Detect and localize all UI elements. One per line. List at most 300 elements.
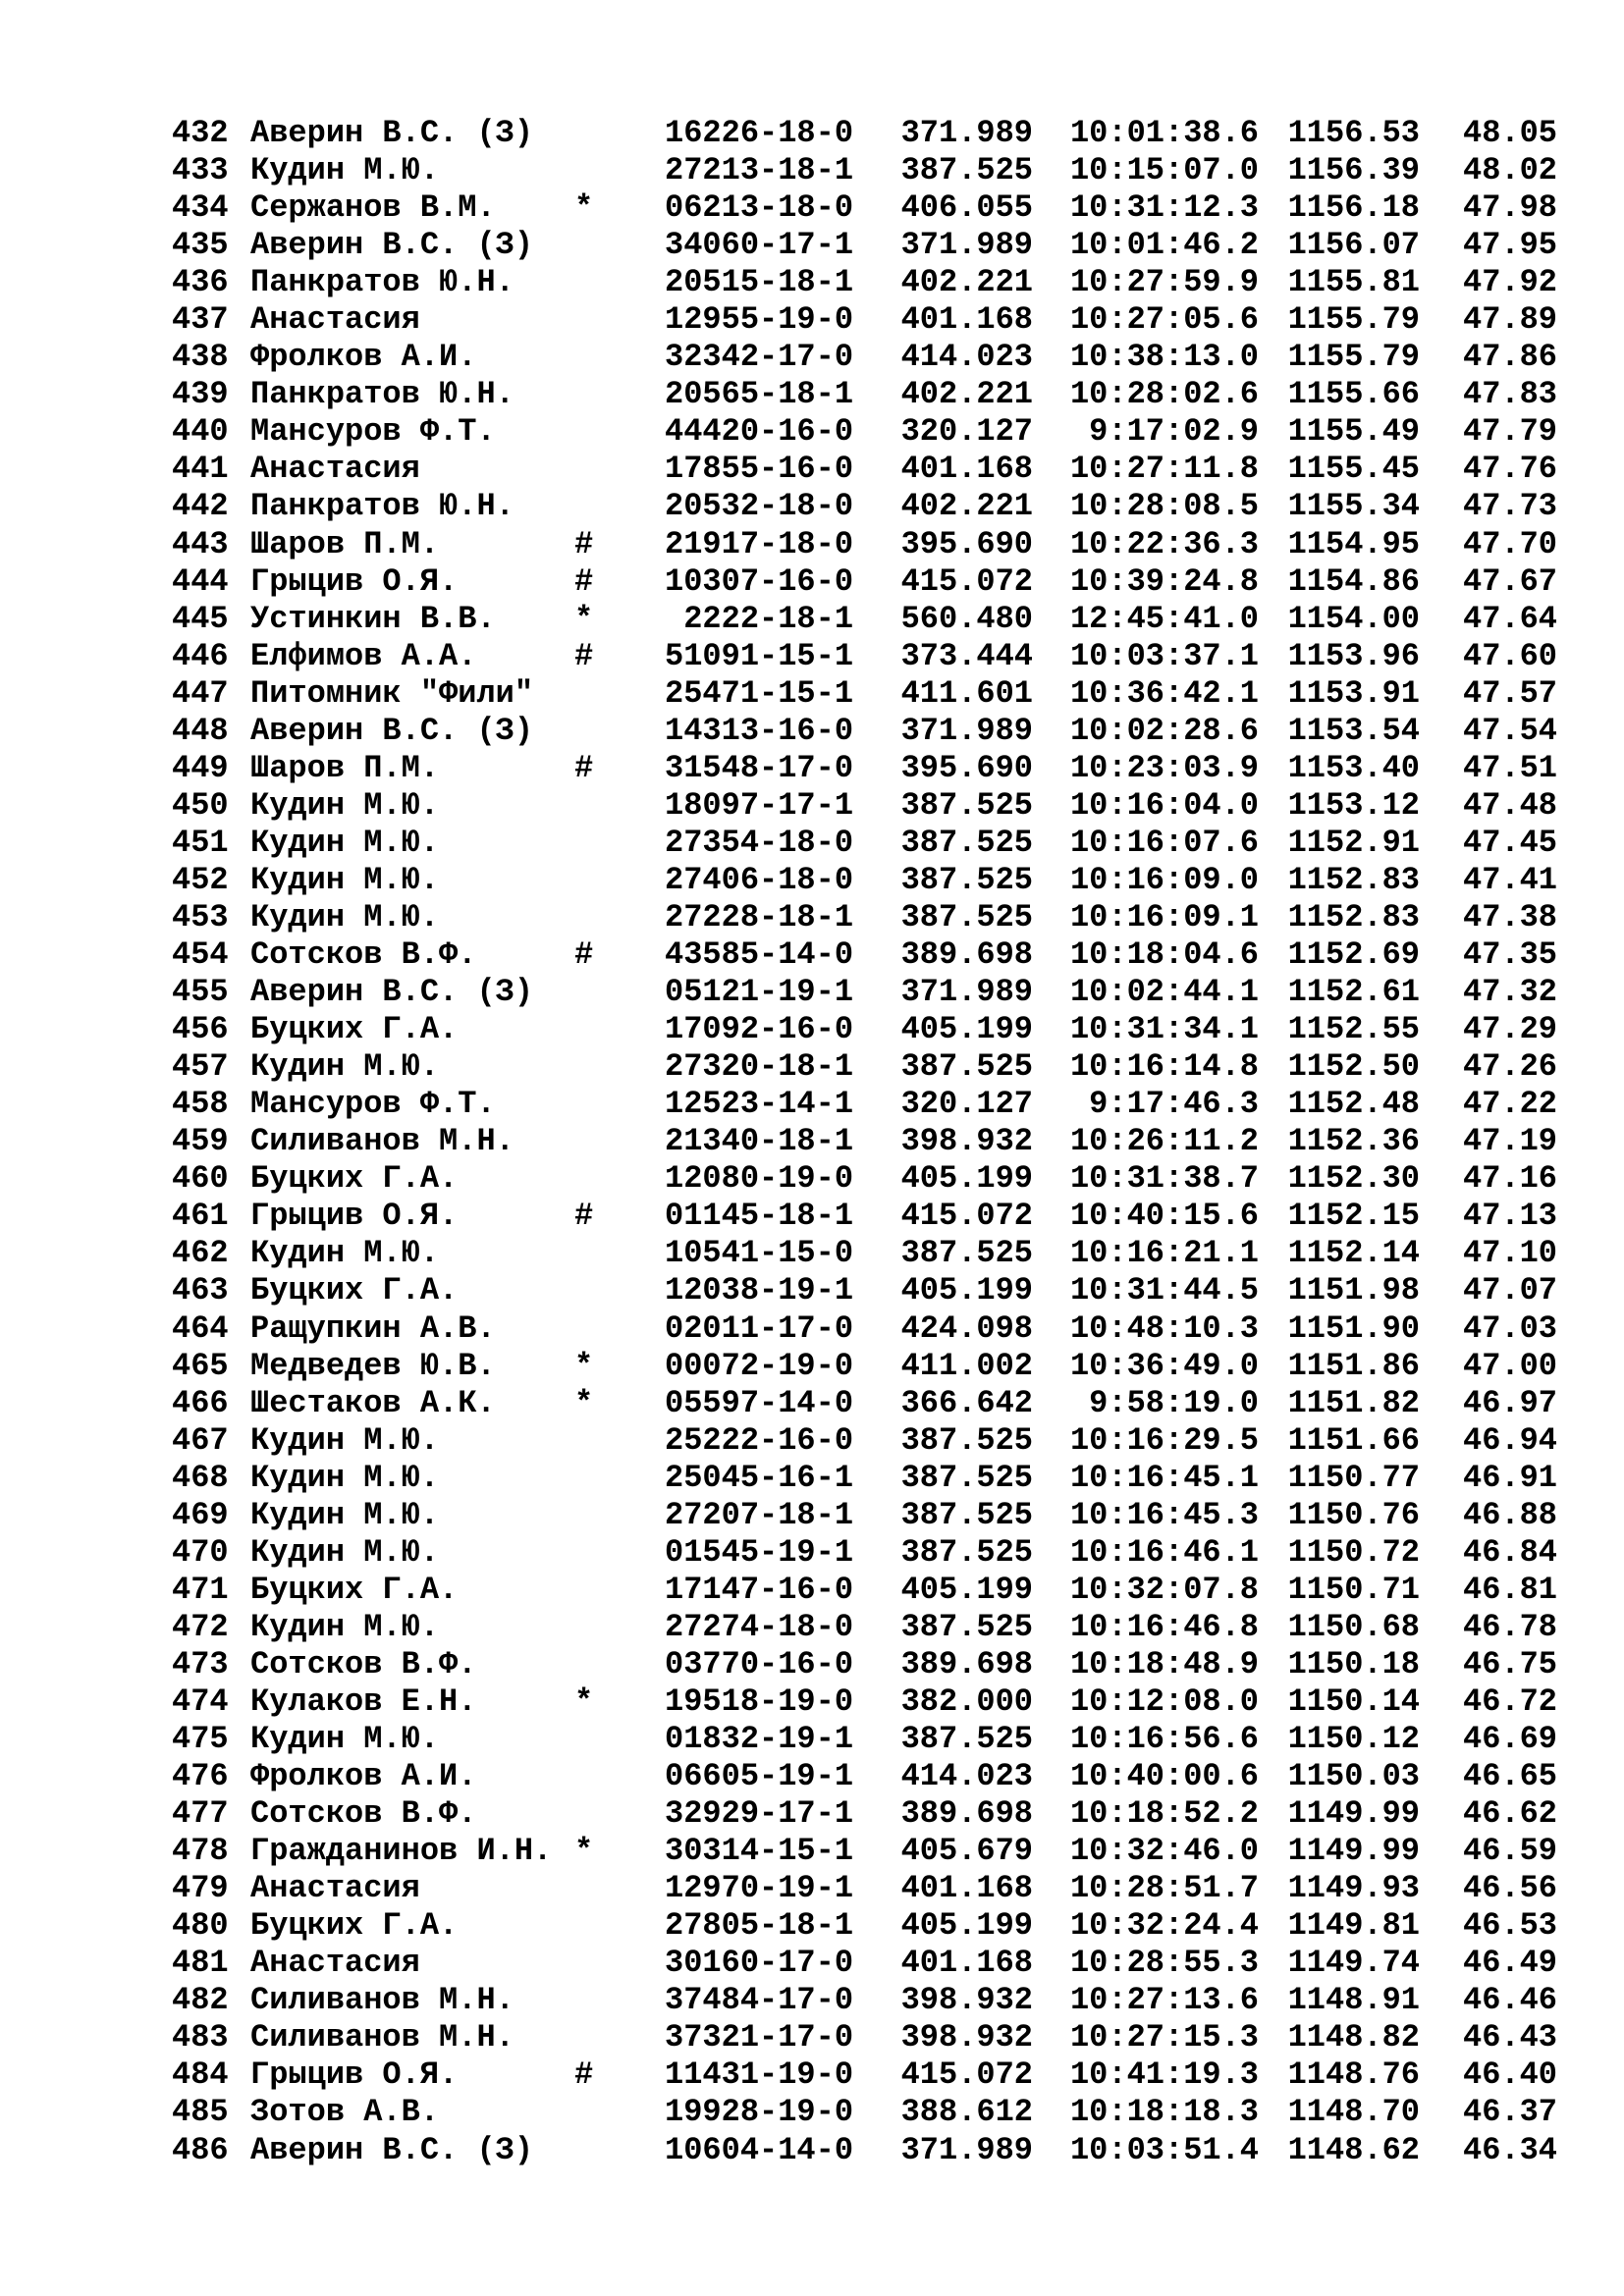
ring-number: 25045-16-1 <box>665 1459 854 1496</box>
mark-cell <box>574 1982 665 2019</box>
arrival-time: 10:32:24.4 <box>1069 1907 1259 1945</box>
result-row <box>172 451 1557 488</box>
rank-cell: 438 <box>172 339 229 376</box>
mark-cell <box>574 2132 665 2169</box>
rank-cell: 451 <box>172 824 229 861</box>
distance-cell: 401.168 <box>900 301 1033 339</box>
mark-cell <box>574 825 665 862</box>
rank-cell: 442 <box>172 488 229 525</box>
distance-cell: 389.698 <box>900 1795 1033 1833</box>
mark-cell <box>574 675 665 713</box>
fancier-name: Буцких Г.А. <box>250 1160 459 1198</box>
mark-cell: * <box>574 1833 594 1870</box>
arrival-time: 10:16:21.1 <box>1069 1235 1259 1272</box>
distance-cell: 395.690 <box>900 749 1033 786</box>
speed-cell: 1150.18 <box>1287 1645 1420 1682</box>
speed-cell: 1149.99 <box>1287 1795 1420 1833</box>
distance-cell: 401.168 <box>900 451 1033 488</box>
ring-number: 12955-19-0 <box>665 301 854 339</box>
fancier-name: Силиванов М.Н. <box>250 2019 514 2056</box>
coefficient-cell: 47.38 <box>1462 898 1557 935</box>
distance-cell: 406.055 <box>900 189 1033 227</box>
coefficient-cell: 47.29 <box>1462 1011 1557 1048</box>
result-row <box>172 1870 1557 1907</box>
fancier-name: Кудин М.Ю. <box>250 786 440 824</box>
arrival-time: 10:16:09.0 <box>1069 861 1259 898</box>
rank-cell: 485 <box>172 2094 229 2131</box>
speed-cell: 1152.61 <box>1287 974 1420 1011</box>
distance-cell: 395.690 <box>900 525 1033 562</box>
distance-cell: 387.525 <box>900 898 1033 935</box>
arrival-time: 10:15:07.0 <box>1069 152 1259 189</box>
coefficient-cell: 47.98 <box>1462 189 1557 227</box>
rank-cell: 443 <box>172 525 229 562</box>
fancier-name: Сотсков В.Ф. <box>250 1795 477 1833</box>
distance-cell: 405.199 <box>900 1160 1033 1198</box>
mark-cell <box>574 2094 665 2131</box>
coefficient-cell: 47.60 <box>1462 637 1557 674</box>
speed-cell: 1152.48 <box>1287 1086 1420 1123</box>
ring-number: 32929-17-1 <box>665 1795 854 1833</box>
arrival-time: 10:01:46.2 <box>1069 227 1259 264</box>
result-row <box>172 1385 1557 1422</box>
ring-number: 21340-18-1 <box>665 1123 854 1160</box>
result-row <box>172 1646 1557 1683</box>
result-row <box>172 339 1557 376</box>
rank-cell: 447 <box>172 674 229 712</box>
distance-cell: 398.932 <box>900 2019 1033 2056</box>
ring-number: 18097-17-1 <box>665 786 854 824</box>
result-row <box>172 152 1557 189</box>
coefficient-cell: 47.45 <box>1462 824 1557 861</box>
speed-cell: 1150.76 <box>1287 1496 1420 1533</box>
fancier-name: Питомник "Фили" <box>250 674 534 712</box>
result-row <box>172 862 1557 899</box>
speed-cell: 1148.62 <box>1287 2131 1420 2168</box>
coefficient-cell: 47.73 <box>1462 488 1557 525</box>
distance-cell: 402.221 <box>900 488 1033 525</box>
rank-cell: 477 <box>172 1795 229 1833</box>
coefficient-cell: 47.03 <box>1462 1309 1557 1347</box>
fancier-name: Шестаков А.К. <box>250 1384 496 1421</box>
rank-cell: 484 <box>172 2056 229 2094</box>
speed-cell: 1150.71 <box>1287 1571 1420 1608</box>
arrival-time: 10:41:19.3 <box>1069 2056 1259 2094</box>
rank-cell: 456 <box>172 1011 229 1048</box>
rank-cell: 482 <box>172 1982 229 2019</box>
fancier-name: Ращупкин А.В. <box>250 1309 496 1347</box>
mark-cell <box>574 227 665 264</box>
speed-cell: 1156.53 <box>1287 115 1420 151</box>
ring-number: 2222-18-1 <box>665 600 854 637</box>
coefficient-cell: 47.57 <box>1462 674 1557 712</box>
ring-number: 51091-15-1 <box>665 637 854 674</box>
arrival-time: 10:16:04.0 <box>1069 786 1259 824</box>
distance-cell: 373.444 <box>900 637 1033 674</box>
ring-number: 12080-19-0 <box>665 1160 854 1198</box>
mark-cell: # <box>574 562 594 600</box>
ring-number: 20515-18-1 <box>665 264 854 301</box>
speed-cell: 1148.82 <box>1287 2019 1420 2056</box>
fancier-name: Аверин В.С. (З) <box>250 115 534 151</box>
fancier-name: Буцких Г.А. <box>250 1907 459 1945</box>
arrival-time: 10:27:11.8 <box>1069 451 1259 488</box>
arrival-time: 10:28:55.3 <box>1069 1945 1259 1982</box>
rank-cell: 457 <box>172 1048 229 1086</box>
ring-number: 11431-19-0 <box>665 2056 854 2094</box>
mark-cell <box>574 1609 665 1646</box>
coefficient-cell: 47.92 <box>1462 264 1557 301</box>
result-row <box>172 488 1557 525</box>
coefficient-cell: 46.43 <box>1462 2019 1557 2056</box>
ring-number: 12038-19-1 <box>665 1272 854 1309</box>
rank-cell: 479 <box>172 1870 229 1907</box>
speed-cell: 1152.15 <box>1287 1198 1420 1235</box>
ring-number: 27213-18-1 <box>665 152 854 189</box>
result-row <box>172 1683 1557 1721</box>
ring-number: 02011-17-0 <box>665 1309 854 1347</box>
coefficient-cell: 47.16 <box>1462 1160 1557 1198</box>
result-row <box>172 713 1557 750</box>
result-row <box>172 1721 1557 1758</box>
coefficient-cell: 46.49 <box>1462 1945 1557 1982</box>
arrival-time: 10:16:29.5 <box>1069 1421 1259 1459</box>
mark-cell <box>574 488 665 525</box>
distance-cell: 415.072 <box>900 1198 1033 1235</box>
coefficient-cell: 46.53 <box>1462 1907 1557 1945</box>
rank-cell: 432 <box>172 115 229 151</box>
mark-cell <box>574 115 665 152</box>
rank-cell: 452 <box>172 861 229 898</box>
ring-number: 32342-17-0 <box>665 339 854 376</box>
fancier-name: Сержанов В.М. <box>250 189 496 227</box>
distance-cell: 389.698 <box>900 936 1033 974</box>
speed-cell: 1153.40 <box>1287 749 1420 786</box>
speed-cell: 1155.66 <box>1287 376 1420 413</box>
speed-cell: 1151.90 <box>1287 1309 1420 1347</box>
mark-cell: # <box>574 1198 594 1235</box>
speed-cell: 1148.91 <box>1287 1982 1420 2019</box>
result-row <box>172 2132 1557 2169</box>
mark-cell <box>574 301 665 339</box>
mark-cell: * <box>574 189 594 227</box>
speed-cell: 1156.39 <box>1287 152 1420 189</box>
result-row <box>172 2094 1557 2131</box>
speed-cell: 1156.18 <box>1287 189 1420 227</box>
distance-cell: 387.525 <box>900 1608 1033 1645</box>
speed-cell: 1148.76 <box>1287 2056 1420 2094</box>
arrival-time: 9:58:19.0 <box>1089 1384 1259 1421</box>
rank-cell: 483 <box>172 2019 229 2056</box>
result-row <box>172 264 1557 301</box>
mark-cell <box>574 974 665 1011</box>
rank-cell: 449 <box>172 749 229 786</box>
ring-number: 14313-16-0 <box>665 712 854 749</box>
ring-number: 37484-17-0 <box>665 1982 854 2019</box>
arrival-time: 10:16:45.1 <box>1069 1459 1259 1496</box>
coefficient-cell: 46.59 <box>1462 1833 1557 1870</box>
mark-cell: # <box>574 637 594 674</box>
mark-cell: # <box>574 2056 594 2094</box>
arrival-time: 10:32:07.8 <box>1069 1571 1259 1608</box>
speed-cell: 1149.81 <box>1287 1907 1420 1945</box>
mark-cell <box>574 1497 665 1534</box>
coefficient-cell: 47.86 <box>1462 339 1557 376</box>
coefficient-cell: 46.69 <box>1462 1721 1557 1758</box>
ring-number: 20565-18-1 <box>665 376 854 413</box>
rank-cell: 437 <box>172 301 229 339</box>
distance-cell: 411.002 <box>900 1347 1033 1384</box>
ring-number: 17092-16-0 <box>665 1011 854 1048</box>
distance-cell: 405.199 <box>900 1011 1033 1048</box>
result-row <box>172 301 1557 339</box>
fancier-name: Шаров П.М. <box>250 525 440 562</box>
coefficient-cell: 47.07 <box>1462 1272 1557 1309</box>
result-row <box>172 526 1557 563</box>
distance-cell: 398.932 <box>900 1982 1033 2019</box>
rank-cell: 486 <box>172 2131 229 2168</box>
fancier-name: Кудин М.Ю. <box>250 898 440 935</box>
mark-cell <box>574 713 665 750</box>
coefficient-cell: 47.70 <box>1462 525 1557 562</box>
arrival-time: 10:48:10.3 <box>1069 1309 1259 1347</box>
rank-cell: 462 <box>172 1235 229 1272</box>
mark-cell: # <box>574 525 594 562</box>
result-row <box>172 936 1557 974</box>
arrival-time: 10:12:08.0 <box>1069 1682 1259 1720</box>
speed-cell: 1155.81 <box>1287 264 1420 301</box>
ring-number: 12523-14-1 <box>665 1086 854 1123</box>
result-row <box>172 750 1557 787</box>
ring-number: 10307-16-0 <box>665 562 854 600</box>
result-row <box>172 2019 1557 2056</box>
speed-cell: 1152.83 <box>1287 898 1420 935</box>
coefficient-cell: 47.35 <box>1462 936 1557 974</box>
mark-cell <box>574 899 665 936</box>
arrival-time: 10:31:38.7 <box>1069 1160 1259 1198</box>
fancier-name: Медведев Ю.В. <box>250 1347 496 1384</box>
coefficient-cell: 46.34 <box>1462 2131 1557 2168</box>
result-row <box>172 413 1557 451</box>
result-row <box>172 1123 1557 1160</box>
fancier-name: Кудин М.Ю. <box>250 1496 440 1533</box>
speed-cell: 1153.91 <box>1287 674 1420 712</box>
coefficient-cell: 47.48 <box>1462 786 1557 824</box>
fancier-name: Силиванов М.Н. <box>250 1123 514 1160</box>
distance-cell: 371.989 <box>900 712 1033 749</box>
fancier-name: Аверин В.С. (З) <box>250 2131 534 2168</box>
result-row <box>172 1795 1557 1833</box>
ring-number: 16226-18-0 <box>665 115 854 151</box>
mark-cell: * <box>574 1347 594 1384</box>
result-row <box>172 1907 1557 1945</box>
coefficient-cell: 46.65 <box>1462 1758 1557 1795</box>
fancier-name: Кудин М.Ю. <box>250 1459 440 1496</box>
distance-cell: 387.525 <box>900 1496 1033 1533</box>
arrival-time: 10:28:51.7 <box>1069 1870 1259 1907</box>
speed-cell: 1152.91 <box>1287 824 1420 861</box>
fancier-name: Аверин В.С. (З) <box>250 974 534 1011</box>
arrival-time: 10:31:34.1 <box>1069 1011 1259 1048</box>
distance-cell: 320.127 <box>900 413 1033 451</box>
mark-cell <box>574 1235 665 1272</box>
result-row <box>172 1497 1557 1534</box>
result-row <box>172 1348 1557 1385</box>
mark-cell <box>574 1048 665 1086</box>
coefficient-cell: 47.41 <box>1462 861 1557 898</box>
distance-cell: 387.525 <box>900 861 1033 898</box>
coefficient-cell: 47.26 <box>1462 1048 1557 1086</box>
ring-number: 27320-18-1 <box>665 1048 854 1086</box>
arrival-time: 10:18:18.3 <box>1069 2094 1259 2131</box>
speed-cell: 1151.66 <box>1287 1421 1420 1459</box>
coefficient-cell: 47.32 <box>1462 974 1557 1011</box>
arrival-time: 10:28:08.5 <box>1069 488 1259 525</box>
coefficient-cell: 47.79 <box>1462 413 1557 451</box>
rank-cell: 476 <box>172 1758 229 1795</box>
result-row <box>172 1758 1557 1795</box>
speed-cell: 1152.14 <box>1287 1235 1420 1272</box>
coefficient-cell: 47.83 <box>1462 376 1557 413</box>
speed-cell: 1153.54 <box>1287 712 1420 749</box>
arrival-time: 10:23:03.9 <box>1069 749 1259 786</box>
mark-cell <box>574 2019 665 2056</box>
speed-cell: 1155.45 <box>1287 451 1420 488</box>
fancier-name: Кудин М.Ю. <box>250 152 440 189</box>
fancier-name: Анастасия <box>250 301 420 339</box>
arrival-time: 10:31:12.3 <box>1069 189 1259 227</box>
fancier-name: Кудин М.Ю. <box>250 861 440 898</box>
arrival-time: 10:28:02.6 <box>1069 376 1259 413</box>
speed-cell: 1155.34 <box>1287 488 1420 525</box>
speed-cell: 1150.12 <box>1287 1721 1420 1758</box>
distance-cell: 371.989 <box>900 974 1033 1011</box>
speed-cell: 1150.14 <box>1287 1682 1420 1720</box>
distance-cell: 401.168 <box>900 1870 1033 1907</box>
result-row <box>172 638 1557 675</box>
distance-cell: 387.525 <box>900 152 1033 189</box>
fancier-name: Панкратов Ю.Н. <box>250 488 514 525</box>
rank-cell: 473 <box>172 1645 229 1682</box>
arrival-time: 10:32:46.0 <box>1069 1833 1259 1870</box>
rank-cell: 468 <box>172 1459 229 1496</box>
ring-number: 05121-19-1 <box>665 974 854 1011</box>
mark-cell <box>574 1907 665 1945</box>
arrival-time: 10:16:56.6 <box>1069 1721 1259 1758</box>
distance-cell: 414.023 <box>900 1758 1033 1795</box>
result-row <box>172 1572 1557 1609</box>
distance-cell: 387.525 <box>900 1235 1033 1272</box>
ring-number: 25222-16-0 <box>665 1421 854 1459</box>
fancier-name: Силиванов М.Н. <box>250 1982 514 2019</box>
distance-cell: 371.989 <box>900 2131 1033 2168</box>
ring-number: 06605-19-1 <box>665 1758 854 1795</box>
ring-number: 17855-16-0 <box>665 451 854 488</box>
fancier-name: Анастасия <box>250 1945 420 1982</box>
coefficient-cell: 47.76 <box>1462 451 1557 488</box>
rank-cell: 433 <box>172 152 229 189</box>
arrival-time: 10:01:38.6 <box>1069 115 1259 151</box>
result-row <box>172 1609 1557 1646</box>
result-row <box>172 1048 1557 1086</box>
mark-cell <box>574 1572 665 1609</box>
fancier-name: Гражданинов И.Н. <box>250 1833 553 1870</box>
distance-cell: 424.098 <box>900 1309 1033 1347</box>
coefficient-cell: 47.67 <box>1462 562 1557 600</box>
coefficient-cell: 46.46 <box>1462 1982 1557 2019</box>
arrival-time: 10:18:04.6 <box>1069 936 1259 974</box>
arrival-time: 10:16:09.1 <box>1069 898 1259 935</box>
distance-cell: 387.525 <box>900 786 1033 824</box>
ring-number: 01545-19-1 <box>665 1533 854 1571</box>
distance-cell: 371.989 <box>900 227 1033 264</box>
coefficient-cell: 47.13 <box>1462 1198 1557 1235</box>
speed-cell: 1151.82 <box>1287 1384 1420 1421</box>
coefficient-cell: 46.94 <box>1462 1421 1557 1459</box>
ring-number: 03770-16-0 <box>665 1645 854 1682</box>
fancier-name: Кудин М.Ю. <box>250 1235 440 1272</box>
coefficient-cell: 46.81 <box>1462 1571 1557 1608</box>
fancier-name: Мансуров Ф.Т. <box>250 413 496 451</box>
mark-cell: # <box>574 749 594 786</box>
rank-cell: 461 <box>172 1198 229 1235</box>
speed-cell: 1156.07 <box>1287 227 1420 264</box>
speed-cell: 1151.86 <box>1287 1347 1420 1384</box>
coefficient-cell: 46.75 <box>1462 1645 1557 1682</box>
distance-cell: 387.525 <box>900 1533 1033 1571</box>
distance-cell: 414.023 <box>900 339 1033 376</box>
distance-cell: 411.601 <box>900 674 1033 712</box>
speed-cell: 1151.98 <box>1287 1272 1420 1309</box>
mark-cell <box>574 152 665 189</box>
distance-cell: 387.525 <box>900 824 1033 861</box>
mark-cell <box>574 376 665 413</box>
result-row <box>172 601 1557 638</box>
result-row <box>172 1160 1557 1198</box>
coefficient-cell: 46.40 <box>1462 2056 1557 2094</box>
rank-cell: 458 <box>172 1086 229 1123</box>
rank-cell: 471 <box>172 1571 229 1608</box>
rank-cell: 465 <box>172 1347 229 1384</box>
speed-cell: 1152.83 <box>1287 861 1420 898</box>
fancier-name: Кудин М.Ю. <box>250 1533 440 1571</box>
result-row <box>172 675 1557 713</box>
result-row <box>172 1945 1557 1982</box>
mark-cell <box>574 1534 665 1572</box>
arrival-time: 10:36:42.1 <box>1069 674 1259 712</box>
fancier-name: Панкратов Ю.Н. <box>250 264 514 301</box>
fancier-name: Аверин В.С. (З) <box>250 227 534 264</box>
fancier-name: Шаров П.М. <box>250 749 440 786</box>
mark-cell <box>574 413 665 451</box>
rank-cell: 445 <box>172 600 229 637</box>
speed-cell: 1155.79 <box>1287 301 1420 339</box>
result-row <box>172 227 1557 264</box>
rank-cell: 459 <box>172 1123 229 1160</box>
rank-cell: 444 <box>172 562 229 600</box>
speed-cell: 1154.86 <box>1287 562 1420 600</box>
ring-number: 19928-19-0 <box>665 2094 854 2131</box>
arrival-time: 10:18:52.2 <box>1069 1795 1259 1833</box>
rank-cell: 446 <box>172 637 229 674</box>
ring-number: 31548-17-0 <box>665 749 854 786</box>
ring-number: 27228-18-1 <box>665 898 854 935</box>
coefficient-cell: 46.62 <box>1462 1795 1557 1833</box>
speed-cell: 1153.12 <box>1287 786 1420 824</box>
arrival-time: 10:16:46.8 <box>1069 1608 1259 1645</box>
fancier-name: Кудин М.Ю. <box>250 1721 440 1758</box>
fancier-name: Аверин В.С. (З) <box>250 712 534 749</box>
